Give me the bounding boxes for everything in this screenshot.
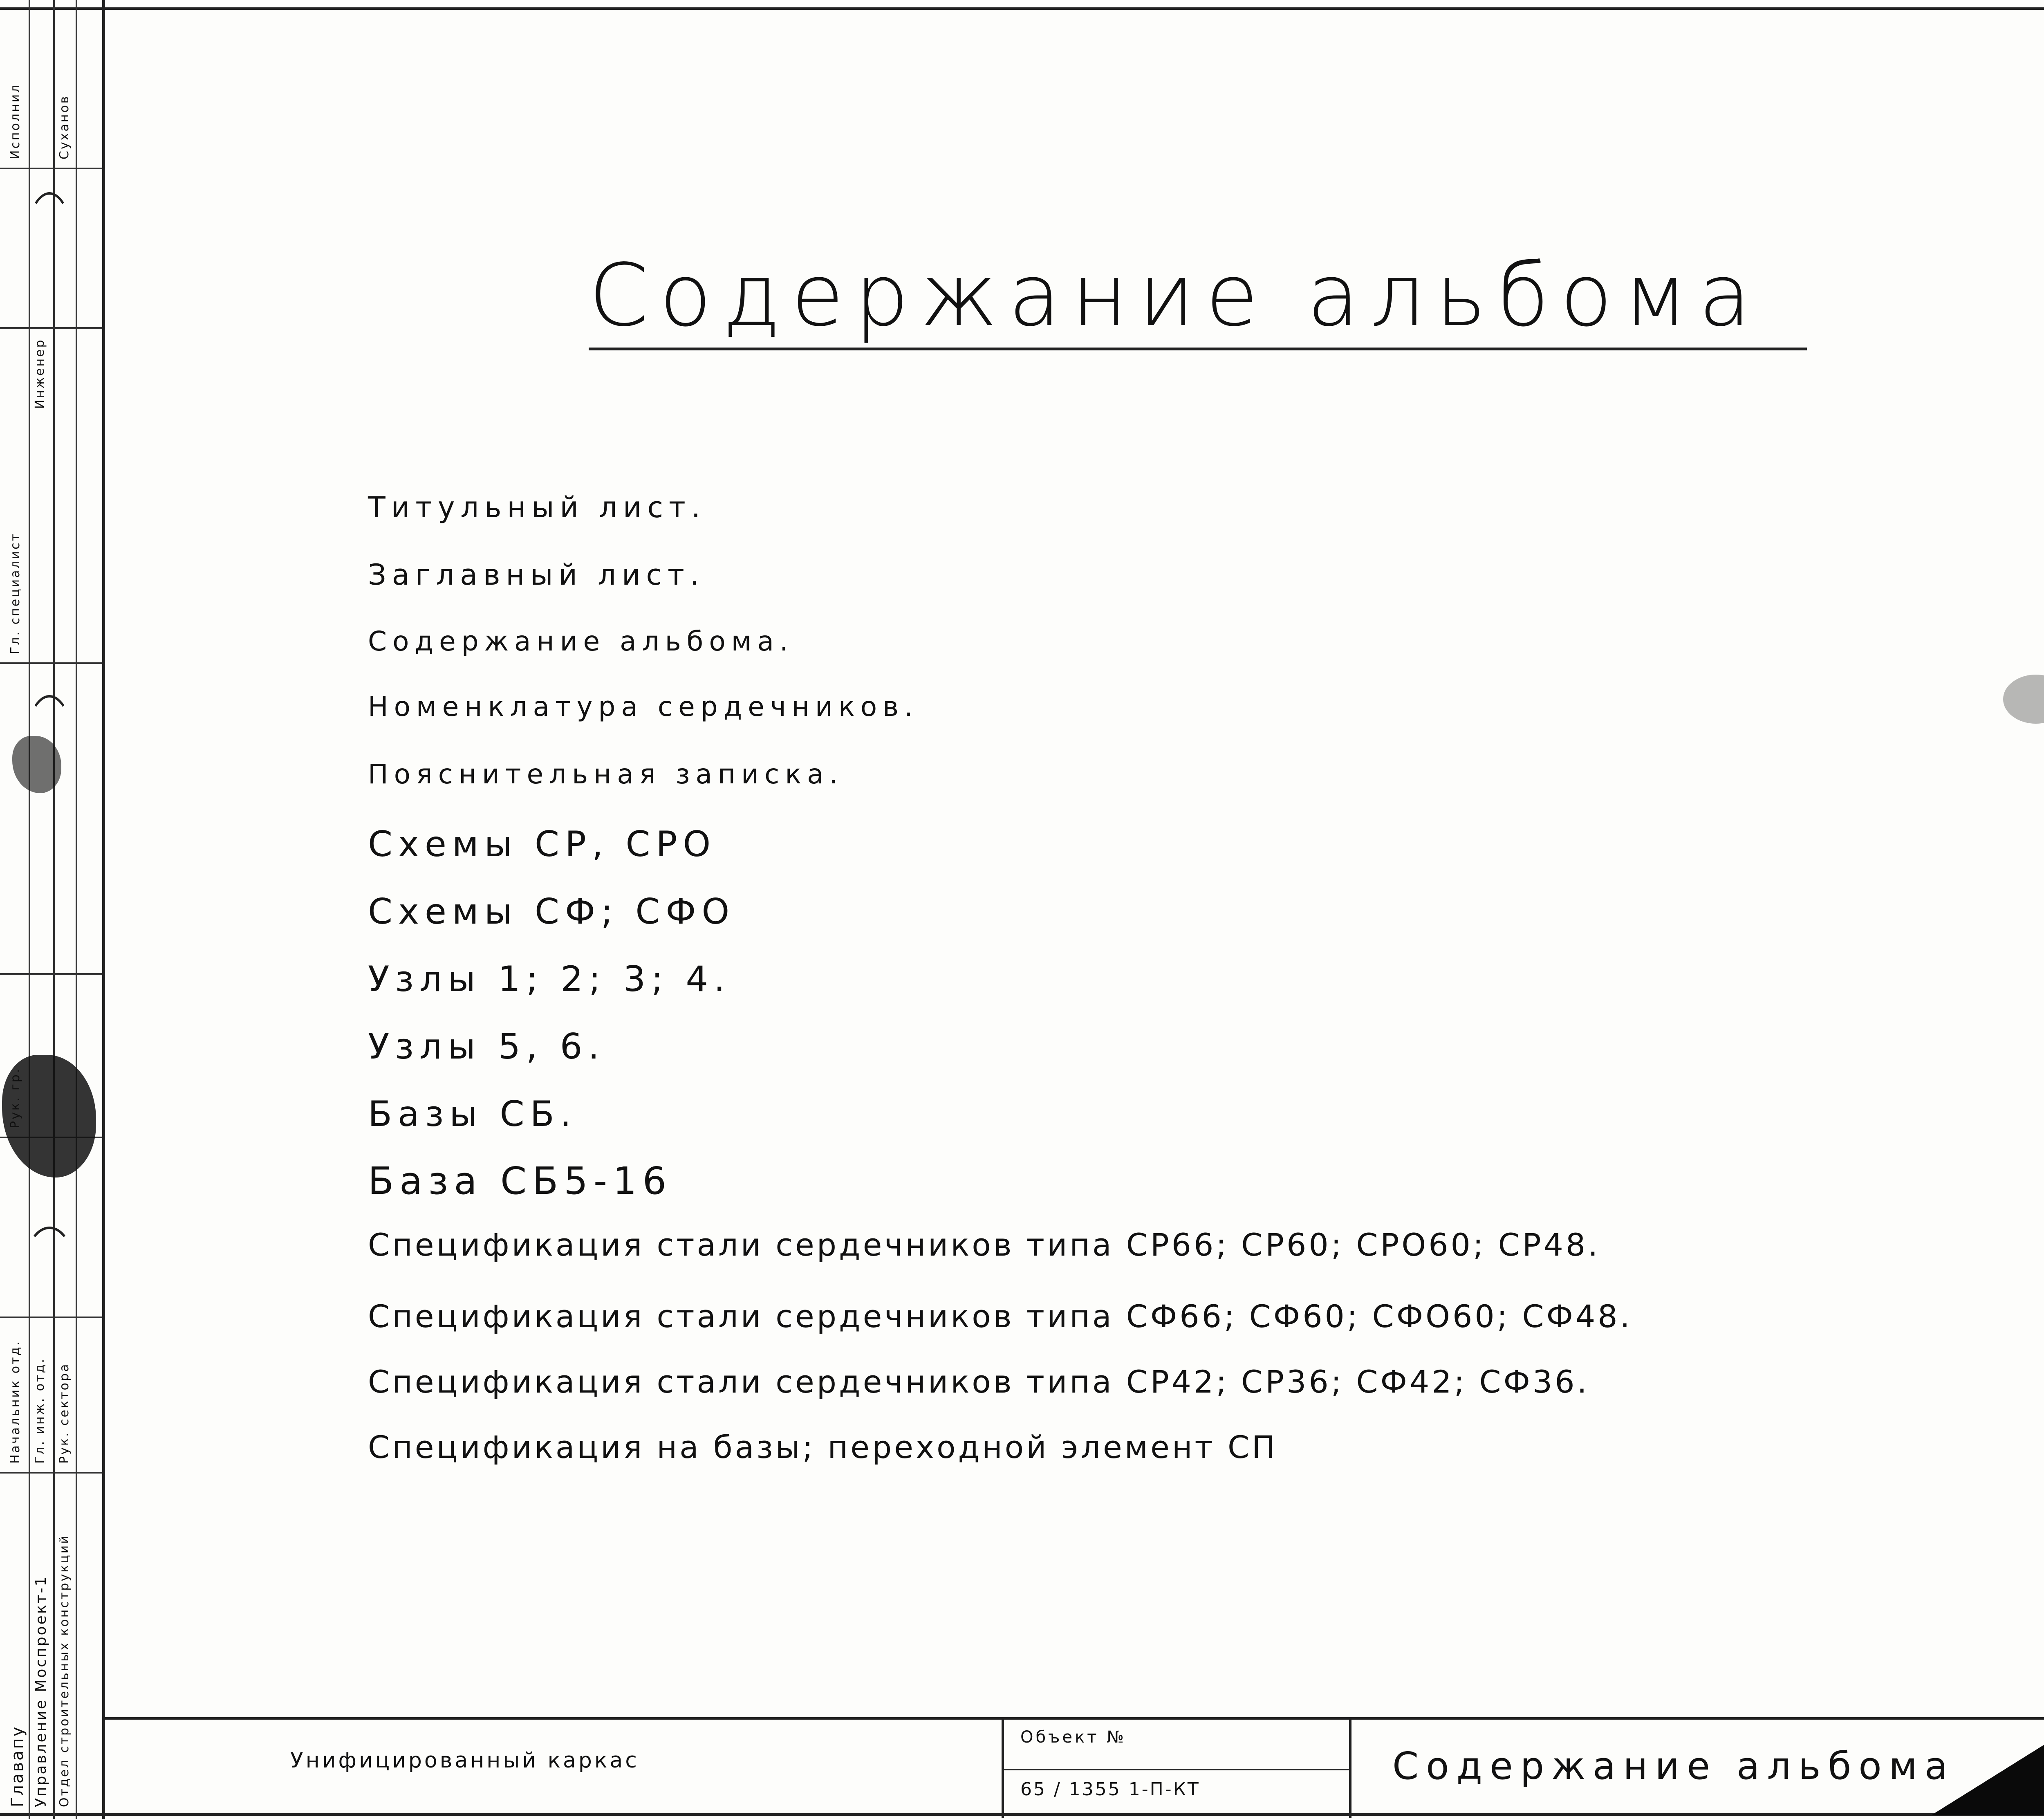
list-item <box>368 824 2044 885</box>
object-label: Объект № <box>1020 1728 1126 1747</box>
stamp-line: Рук. сектора <box>57 1362 72 1464</box>
stamp-line: Отдел строительных конструкций <box>57 1534 72 1807</box>
object-cell-divider <box>1004 1769 1351 1770</box>
stamp-line: Начальник отд. <box>8 1340 22 1464</box>
stamp-row-divider <box>0 1472 102 1474</box>
list-item <box>368 1364 2044 1425</box>
item-title: Титульный лист. <box>368 491 706 524</box>
object-number: 65 / 1355 1-П-КТ <box>1020 1779 1200 1800</box>
item-title: Спецификация стали сердечников типа СР66; СР60; СРО60; СР48. <box>368 1227 1600 1263</box>
item-title: Содержание альбома. <box>368 626 794 657</box>
item-title: Спецификация стали сердечников типа СР42; СР36; СФ42; СФ36. <box>368 1364 1589 1400</box>
item-title: Узлы 1; 2; 3; 4. <box>368 959 731 1000</box>
sheet-title: Содержание альбома <box>1392 1744 1955 1788</box>
stamp-row-divider <box>0 1317 102 1318</box>
stamp-line: Гл. специалист <box>8 532 22 654</box>
stamp-line: Управление Моспроект-1 <box>33 1575 49 1807</box>
item-title: Узлы 5, 6. <box>368 1026 605 1067</box>
stamp-row-divider <box>0 973 102 975</box>
list-item <box>368 758 2044 820</box>
item-title: Номенклатура сердечников. <box>368 691 919 722</box>
list-item <box>368 1094 2044 1155</box>
stamp-line: Главапу <box>8 1725 27 1807</box>
signature <box>25 1227 74 1305</box>
item-title: Схемы СР, СРО <box>368 824 717 865</box>
stamp-line: Суханов <box>57 94 72 159</box>
signature <box>25 192 74 303</box>
list-item <box>368 959 2044 1020</box>
item-title: Заглавный лист. <box>368 558 705 592</box>
list-item <box>368 1429 2044 1490</box>
organization-name: Унифицированный каркас <box>290 1748 639 1773</box>
list-item <box>368 1026 2044 1088</box>
ink-smudge <box>2 1055 96 1178</box>
stamp-row-divider <box>0 168 102 169</box>
page-title: Содержание альбома <box>589 245 1762 345</box>
stamp-row-divider <box>0 662 102 664</box>
list-item <box>368 1298 2044 1359</box>
list-item <box>368 891 2044 953</box>
item-title: Пояснительная записка. <box>368 758 844 790</box>
object-cell <box>1002 1720 1351 1818</box>
item-title: База СБ5-16 <box>368 1159 672 1203</box>
list-item <box>368 626 2044 687</box>
stamp-line: Инженер <box>33 338 47 409</box>
list-item <box>368 1159 2044 1220</box>
left-approval-stamp <box>0 0 105 1819</box>
item-title: Базы СБ. <box>368 1094 577 1135</box>
list-item <box>368 691 2044 752</box>
frame-top-line <box>0 7 2044 10</box>
stamp-row-divider <box>0 327 102 329</box>
stamp-line: Гл. инж. отд. <box>33 1357 47 1464</box>
item-title: Спецификация на базы; переходной элемент СП <box>368 1429 1278 1465</box>
title-block <box>102 1717 2044 1818</box>
item-title: Схемы СФ; СФО <box>368 891 735 932</box>
list-item <box>368 558 2044 619</box>
title-underline <box>589 348 1807 350</box>
item-title: Спецификация стали сердечников типа СФ66; СФ60; СФО60; СФ48. <box>368 1298 1632 1335</box>
stamp-column-divider <box>76 0 77 1819</box>
list-item <box>368 1227 2044 1288</box>
stamp-line: Исполнил <box>8 83 22 159</box>
list-item <box>368 491 2044 552</box>
signature <box>25 695 74 798</box>
